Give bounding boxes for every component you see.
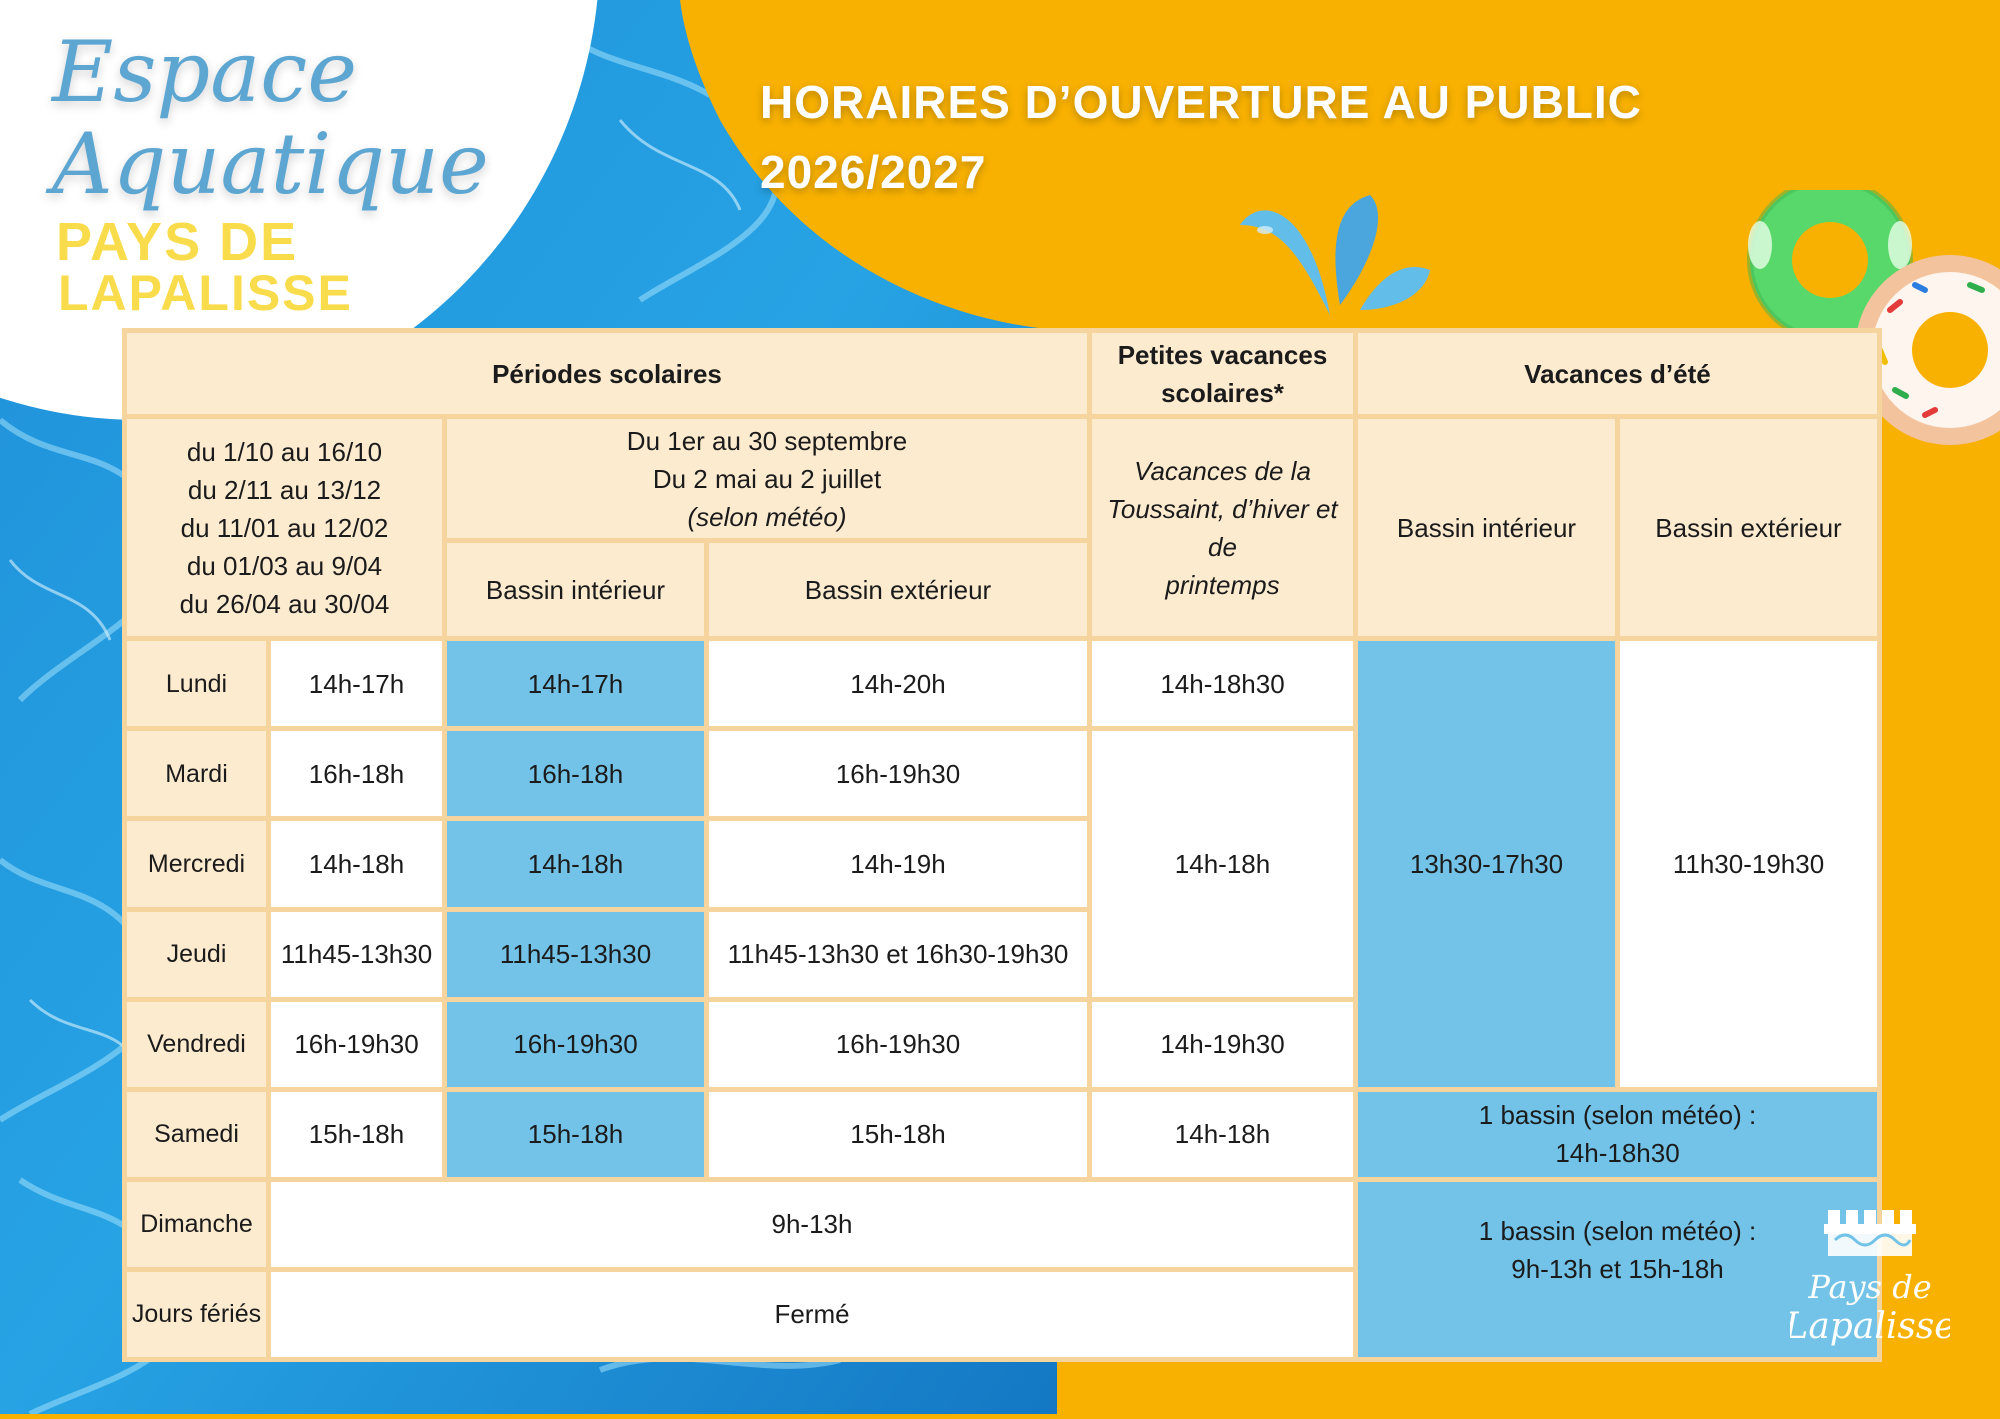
day-jours-feries: Jours fériés bbox=[125, 1269, 269, 1359]
cell-ete-exterieur: 11h30-19h30 bbox=[1618, 639, 1880, 1089]
water-splash-icon bbox=[1220, 185, 1440, 325]
cell-ete-interieur: 13h30-17h30 bbox=[1356, 639, 1618, 1089]
cell-jours-feries: Fermé bbox=[269, 1269, 1356, 1359]
day-lundi: Lundi bbox=[125, 639, 269, 729]
cell-samedi-exterieur: 15h-18h bbox=[707, 1089, 1090, 1179]
cell-mardi-periode: 16h-18h bbox=[269, 729, 445, 819]
header-petites-vacances: Petites vacances scolaires* bbox=[1090, 331, 1356, 417]
day-samedi: Samedi bbox=[125, 1089, 269, 1179]
cell-vendredi-interieur: 16h-19h30 bbox=[445, 999, 707, 1089]
day-mardi: Mardi bbox=[125, 729, 269, 819]
cell-lundi-periode: 14h-17h bbox=[269, 639, 445, 729]
cell-vendredi-periode: 16h-19h30 bbox=[269, 999, 445, 1089]
cell-vendredi-petites: 14h-19h30 bbox=[1090, 999, 1356, 1089]
page-year: 2026/2027 bbox=[760, 146, 987, 198]
petites-vacances-description: Vacances de la Toussaint, d’hiver et de printemps bbox=[1090, 417, 1356, 639]
cell-jeudi-exterieur: 11h45-13h30 et 16h30-19h30 bbox=[707, 909, 1090, 999]
page-title: HORAIRES D’OUVERTURE AU PUBLIC bbox=[760, 76, 1642, 128]
cell-mercredi-exterieur: 14h-19h bbox=[707, 819, 1090, 909]
cell-dimanche-feries-ete: 1 bassin (selon météo) : 9h-13h et 15h-18h bbox=[1356, 1179, 1880, 1359]
brand-pays-de: PAYS DE bbox=[56, 212, 299, 272]
ete-bassin-exterieur-header: Bassin extérieur bbox=[1618, 417, 1880, 639]
cell-vendredi-exterieur: 16h-19h30 bbox=[707, 999, 1090, 1089]
periods-dates: du 1/10 au 16/10 du 2/11 au 13/12 du 11/01 au 12/02 du 01/03 au 9/04 du 26/04 au 30/04 bbox=[125, 417, 445, 639]
schedule-table bbox=[122, 328, 1882, 1362]
day-vendredi: Vendredi bbox=[125, 999, 269, 1089]
cell-lundi-petites: 14h-18h30 bbox=[1090, 639, 1356, 729]
bassin-exterieur-header: Bassin extérieur bbox=[707, 541, 1090, 639]
day-dimanche: Dimanche bbox=[125, 1179, 269, 1269]
cell-lundi-interieur: 14h-17h bbox=[445, 639, 707, 729]
cell-mardi-exterieur: 16h-19h30 bbox=[707, 729, 1090, 819]
cell-jeudi-interieur: 11h45-13h30 bbox=[445, 909, 707, 999]
cell-samedi-petites: 14h-18h bbox=[1090, 1089, 1356, 1179]
cell-samedi-ete: 1 bassin (selon météo) : 14h-18h30 bbox=[1356, 1089, 1880, 1179]
brand-espace: Espace bbox=[52, 23, 358, 121]
cell-lundi-exterieur: 14h-20h bbox=[707, 639, 1090, 729]
cell-jeudi-periode: 11h45-13h30 bbox=[269, 909, 445, 999]
cell-mardi-interieur: 16h-18h bbox=[445, 729, 707, 819]
cell-mercredi-periode: 14h-18h bbox=[269, 819, 445, 909]
logo-line2: Lapalisse bbox=[1790, 1306, 1950, 1347]
cell-samedi-interieur: 15h-18h bbox=[445, 1089, 707, 1179]
day-mercredi: Mercredi bbox=[125, 819, 269, 909]
logo-line1: Pays de bbox=[1808, 1268, 1932, 1306]
pays-de-lapalisse-logo bbox=[1790, 1200, 1950, 1350]
bassin-interieur-header: Bassin intérieur bbox=[445, 541, 707, 639]
cell-dimanche: 9h-13h bbox=[269, 1179, 1356, 1269]
brand-aquatique: Aquatique bbox=[52, 115, 489, 213]
ete-bassin-interieur-header: Bassin intérieur bbox=[1356, 417, 1618, 639]
day-jeudi: Jeudi bbox=[125, 909, 269, 999]
header-periodes-scolaires: Périodes scolaires bbox=[125, 331, 1090, 417]
cell-samedi-periode: 15h-18h bbox=[269, 1089, 445, 1179]
header-vacances-ete: Vacances d’été bbox=[1356, 331, 1880, 417]
september-may-dates: Du 1er au 30 septembre Du 2 mai au 2 juillet (selon météo) bbox=[445, 417, 1090, 541]
cell-mercredi-interieur: 14h-18h bbox=[445, 819, 707, 909]
brand-lapalisse: LAPALISSE bbox=[58, 265, 353, 321]
cell-petites-mardi-jeudi: 14h-18h bbox=[1090, 729, 1356, 999]
